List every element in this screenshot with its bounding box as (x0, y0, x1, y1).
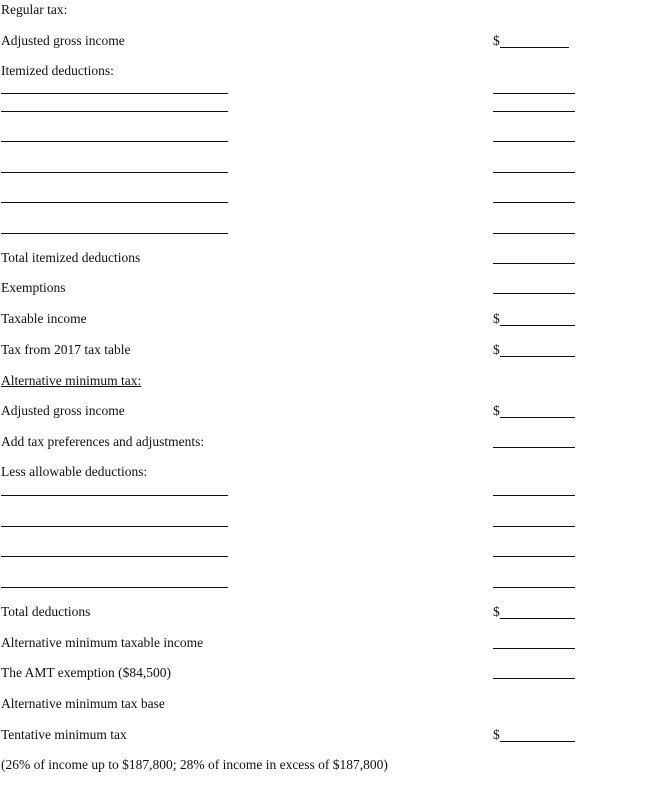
amount-blank (500, 310, 575, 326)
total-deductions-amount-field[interactable] (493, 603, 575, 621)
less-deductions-label: Less allowable deductions: (1, 464, 148, 479)
itemized-blank-line-3[interactable] (1, 141, 228, 142)
itemized-blank-line-5[interactable] (1, 202, 228, 203)
dollar-sign: $ (493, 403, 500, 418)
amt-base-row (0, 695, 650, 715)
agi-regular-label: Adjusted gross income (1, 33, 125, 48)
itemized-amount-blank-2[interactable] (493, 111, 575, 112)
dollar-sign: $ (493, 604, 500, 619)
itemized-amount-blank-5[interactable] (493, 202, 575, 203)
exemptions-row (0, 279, 650, 299)
total-itemized-row (0, 249, 650, 269)
deduction-blank-line-3[interactable] (1, 556, 228, 557)
itemized-amount-blank-3[interactable] (493, 141, 575, 142)
regular-tax-heading-row (0, 1, 650, 21)
rate-note-row (0, 756, 650, 776)
deduction-amount-blank-2[interactable] (493, 526, 575, 527)
deduction-amount-blank-1[interactable] (493, 495, 575, 496)
amt-heading: Alternative minimum tax: (1, 373, 142, 388)
amount-blank (500, 32, 569, 48)
amti-row (0, 634, 650, 654)
total-itemized-label: Total itemized deductions (1, 250, 141, 265)
itemized-blank-line-2[interactable] (1, 111, 228, 112)
amount-blank (500, 341, 575, 357)
tentative-tax-amount-field[interactable] (493, 726, 575, 744)
deduction-amount-blank-4[interactable] (493, 587, 575, 588)
add-prefs-row (0, 433, 650, 453)
amti-amount-blank[interactable] (493, 648, 575, 649)
amt-exemption-label: The AMT exemption ($84,500) (1, 665, 171, 680)
agi-regular-amount-field[interactable] (493, 32, 569, 50)
itemized-blank-line-1[interactable] (1, 93, 228, 94)
tax-from-table-amount-field[interactable] (493, 341, 575, 359)
deduction-blank-line-4[interactable] (1, 587, 228, 588)
agi-regular-row (0, 32, 650, 52)
agi-amt-row (0, 402, 650, 422)
deduction-blank-line-2[interactable] (1, 526, 228, 527)
amt-exemption-amount-blank[interactable] (493, 678, 575, 679)
less-deductions-row (0, 463, 650, 483)
amount-blank (500, 603, 575, 619)
itemized-heading: Itemized deductions: (1, 63, 114, 78)
itemized-heading-row (0, 62, 650, 82)
itemized-blank-line-6[interactable] (1, 233, 228, 234)
amt-heading-row (0, 372, 650, 392)
amount-blank (500, 402, 575, 418)
agi-amt-label: Adjusted gross income (1, 403, 125, 418)
amt-base-label: Alternative minimum tax base (1, 696, 165, 711)
total-itemized-amount-blank[interactable] (493, 263, 575, 264)
rate-note: (26% of income up to $187,800; 28% of income in excess of $187,800) (1, 757, 388, 772)
total-deductions-row (0, 603, 650, 623)
dollar-sign: $ (493, 727, 500, 742)
tax-from-table-label: Tax from 2017 tax table (1, 342, 131, 357)
taxable-income-label: Taxable income (1, 311, 87, 326)
regular-tax-heading: Regular tax: (1, 2, 68, 17)
taxable-income-row (0, 310, 650, 330)
taxable-income-amount-field[interactable] (493, 310, 575, 328)
exemptions-amount-blank[interactable] (493, 293, 575, 294)
amti-label: Alternative minimum taxable income (1, 635, 204, 650)
add-prefs-label: Add tax preferences and adjustments: (1, 434, 205, 449)
dollar-sign: $ (493, 311, 500, 326)
itemized-blank-line-4[interactable] (1, 172, 228, 173)
itemized-amount-blank-4[interactable] (493, 172, 575, 173)
tax-from-table-row (0, 341, 650, 361)
amt-exemption-row (0, 664, 650, 684)
dollar-sign: $ (493, 342, 500, 357)
tentative-tax-row (0, 726, 650, 746)
deduction-amount-blank-3[interactable] (493, 556, 575, 557)
tentative-tax-label: Tentative minimum tax (1, 727, 127, 742)
total-deductions-label: Total deductions (1, 604, 91, 619)
itemized-amount-blank-1[interactable] (493, 93, 575, 94)
deduction-blank-line-1[interactable] (1, 495, 228, 496)
dollar-sign: $ (493, 33, 500, 48)
itemized-amount-blank-6[interactable] (493, 233, 575, 234)
add-prefs-amount-blank[interactable] (493, 447, 575, 448)
exemptions-label: Exemptions (1, 280, 66, 295)
amount-blank (500, 726, 575, 742)
agi-amt-amount-field[interactable] (493, 402, 575, 420)
